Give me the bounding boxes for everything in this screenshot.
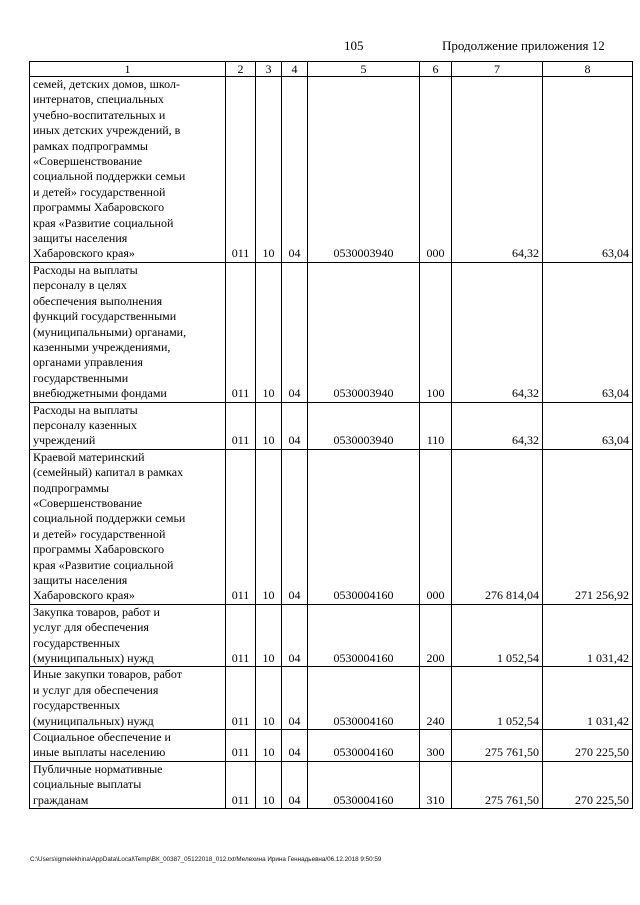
expense-name-line: края «Развитие социальной <box>33 215 174 230</box>
expense-name-line: Социальное обеспечение и <box>33 730 171 745</box>
expense-name-line: (муниципальных) нужд <box>33 651 154 666</box>
expense-type-code: 240 <box>420 667 452 730</box>
expense-name-line: и детей» государственной <box>33 184 166 199</box>
expense-name-line: функций государственными <box>33 309 177 324</box>
expense-type-code: 110 <box>420 402 452 449</box>
section-code: 10 <box>256 77 282 263</box>
expense-name <box>30 77 226 263</box>
amount-col7: 64,32 <box>452 262 543 402</box>
expense-name-line: Расходы на выплаты <box>33 262 138 277</box>
column-header: 4 <box>282 62 308 77</box>
table-row <box>30 262 633 402</box>
expense-name-line: персоналу в целях <box>33 278 127 293</box>
amount-col7: 275 761,50 <box>452 761 543 808</box>
section-code: 10 <box>256 604 282 667</box>
expense-name-line: обеспечения выполнения <box>33 293 163 308</box>
amount-col7: 276 814,04 <box>452 449 543 604</box>
expense-name <box>30 262 226 402</box>
expense-name-line: программы Хабаровского <box>33 200 165 215</box>
subsection-code: 04 <box>282 402 308 449</box>
target-article-code: 0530004160 <box>308 761 420 808</box>
amount-col8: 271 256,92 <box>543 449 633 604</box>
expense-name-line: гражданам <box>33 792 89 807</box>
subsection-code: 04 <box>282 604 308 667</box>
table-row <box>30 449 633 604</box>
table-row <box>30 730 633 762</box>
table-row <box>30 604 633 667</box>
expense-name-line: Хабаровского края» <box>33 588 135 603</box>
amount-col8: 63,04 <box>543 402 633 449</box>
expense-type-code: 310 <box>420 761 452 808</box>
expense-name-line: Публичные нормативные <box>33 761 163 776</box>
expense-name-line: персоналу казенных <box>33 417 137 432</box>
expense-name-line: программы Хабаровского <box>33 542 165 557</box>
expense-name <box>30 402 226 449</box>
expense-name <box>30 667 226 730</box>
expense-name-line: защиты населения <box>33 231 128 246</box>
amount-col7: 64,32 <box>452 77 543 263</box>
expense-name-line: Расходы на выплаты <box>33 402 138 417</box>
section-code: 10 <box>256 730 282 762</box>
expense-name-line: внебюджетными фондами <box>33 386 167 401</box>
subsection-code: 04 <box>282 262 308 402</box>
column-header: 2 <box>226 62 256 77</box>
expense-name-line: и детей» государственной <box>33 526 166 541</box>
section-code: 10 <box>256 667 282 730</box>
table-row <box>30 77 633 263</box>
target-article-code: 0530004160 <box>308 667 420 730</box>
column-header: 5 <box>308 62 420 77</box>
expense-name-line: государственных <box>33 635 121 650</box>
column-header: 1 <box>30 62 226 77</box>
expense-name <box>30 449 226 604</box>
amount-col7: 1 052,54 <box>452 667 543 730</box>
expense-name-line: подпрограммы <box>33 480 110 495</box>
amount-col7: 64,32 <box>452 402 543 449</box>
expense-name-line: семей, детских домов, школ- <box>33 77 180 91</box>
budget-table <box>29 61 633 809</box>
expense-name-line: государственных <box>33 698 121 713</box>
expense-name-line: защиты населения <box>33 573 128 587</box>
amount-col8: 63,04 <box>543 77 633 263</box>
expense-name-line: социальной поддержки семьи <box>33 511 186 526</box>
expense-name-line: края «Развитие социальной <box>33 557 174 572</box>
expense-name <box>30 761 226 808</box>
expense-name-line: Хабаровского края» <box>33 246 135 261</box>
subsection-code: 04 <box>282 449 308 604</box>
expense-name-line: Краевой материнский <box>33 449 145 464</box>
expense-name-line: учреждений <box>33 433 96 448</box>
expense-name-line: услуг для обеспечения <box>33 620 149 635</box>
target-article-code: 0530004160 <box>308 730 420 762</box>
amount-col8: 270 225,50 <box>543 730 633 762</box>
expense-name <box>30 604 226 667</box>
amount-col8: 1 031,42 <box>543 667 633 730</box>
expense-name-line: Иные закупки товаров, работ <box>33 667 182 682</box>
expense-name-line: государственными <box>33 370 129 385</box>
expense-name-line: (муниципальных) нужд <box>33 713 154 728</box>
expense-name-line: казенными учреждениями, <box>33 339 171 354</box>
amount-col8: 1 031,42 <box>543 604 633 667</box>
section-code: 10 <box>256 761 282 808</box>
admin-code: 011 <box>226 761 256 808</box>
target-article-code: 0530003940 <box>308 77 420 263</box>
page-number: 105 <box>344 38 364 53</box>
expense-type-code: 200 <box>420 604 452 667</box>
amount-col8: 270 225,50 <box>543 761 633 808</box>
amount-col7: 1 052,54 <box>452 604 543 667</box>
expense-name-line: и услуг для обеспечения <box>33 682 159 697</box>
column-number-row <box>30 62 633 77</box>
target-article-code: 0530004160 <box>308 449 420 604</box>
expense-type-code: 000 <box>420 77 452 263</box>
admin-code: 011 <box>226 262 256 402</box>
expense-name-line: «Совершенствование <box>33 495 143 510</box>
table-row <box>30 761 633 808</box>
admin-code: 011 <box>226 667 256 730</box>
expense-name <box>30 730 226 762</box>
expense-name-line: иные выплаты населению <box>33 745 166 760</box>
expense-name-line: социальной поддержки семьи <box>33 169 186 184</box>
file-path-footer: C:\Users\igmelekhina\AppData\Local\Temp\ВК_00387_05122018_012.txt/Мелехина Ирина Геннадьевна/06.12.2018 9:50:59 <box>30 856 382 863</box>
expense-name-line: (семейный) капитал в рамках <box>33 465 184 480</box>
column-header: 3 <box>256 62 282 77</box>
expense-name-line: «Совершенствование <box>33 154 143 169</box>
target-article-code: 0530004160 <box>308 604 420 667</box>
expense-name-line: учебно-воспитательных и <box>33 107 166 122</box>
section-code: 10 <box>256 262 282 402</box>
expense-type-code: 000 <box>420 449 452 604</box>
appendix-label: Продолжение приложения 12 <box>442 38 605 53</box>
table-row <box>30 402 633 449</box>
admin-code: 011 <box>226 449 256 604</box>
column-header: 8 <box>543 62 633 77</box>
expense-name-line: рамках подпрограммы <box>33 138 148 153</box>
admin-code: 011 <box>226 604 256 667</box>
expense-name-line: иных детских учреждений, в <box>33 123 181 138</box>
column-header: 7 <box>452 62 543 77</box>
table-row <box>30 667 633 730</box>
section-code: 10 <box>256 402 282 449</box>
expense-name-line: Закупка товаров, работ и <box>33 604 160 619</box>
column-header: 6 <box>420 62 452 77</box>
subsection-code: 04 <box>282 77 308 263</box>
expense-name-line: социальные выплаты <box>33 777 142 792</box>
admin-code: 011 <box>226 77 256 263</box>
expense-name-line: интернатов, специальных <box>33 92 164 107</box>
expense-name-line: (муниципальными) органами, <box>33 324 187 339</box>
target-article-code: 0530003940 <box>308 402 420 449</box>
section-code: 10 <box>256 449 282 604</box>
amount-col8: 63,04 <box>543 262 633 402</box>
target-article-code: 0530003940 <box>308 262 420 402</box>
admin-code: 011 <box>226 402 256 449</box>
subsection-code: 04 <box>282 730 308 762</box>
subsection-code: 04 <box>282 667 308 730</box>
subsection-code: 04 <box>282 761 308 808</box>
amount-col7: 275 761,50 <box>452 730 543 762</box>
expense-name-line: органами управления <box>33 355 143 370</box>
expense-type-code: 100 <box>420 262 452 402</box>
expense-type-code: 300 <box>420 730 452 762</box>
admin-code: 011 <box>226 730 256 762</box>
